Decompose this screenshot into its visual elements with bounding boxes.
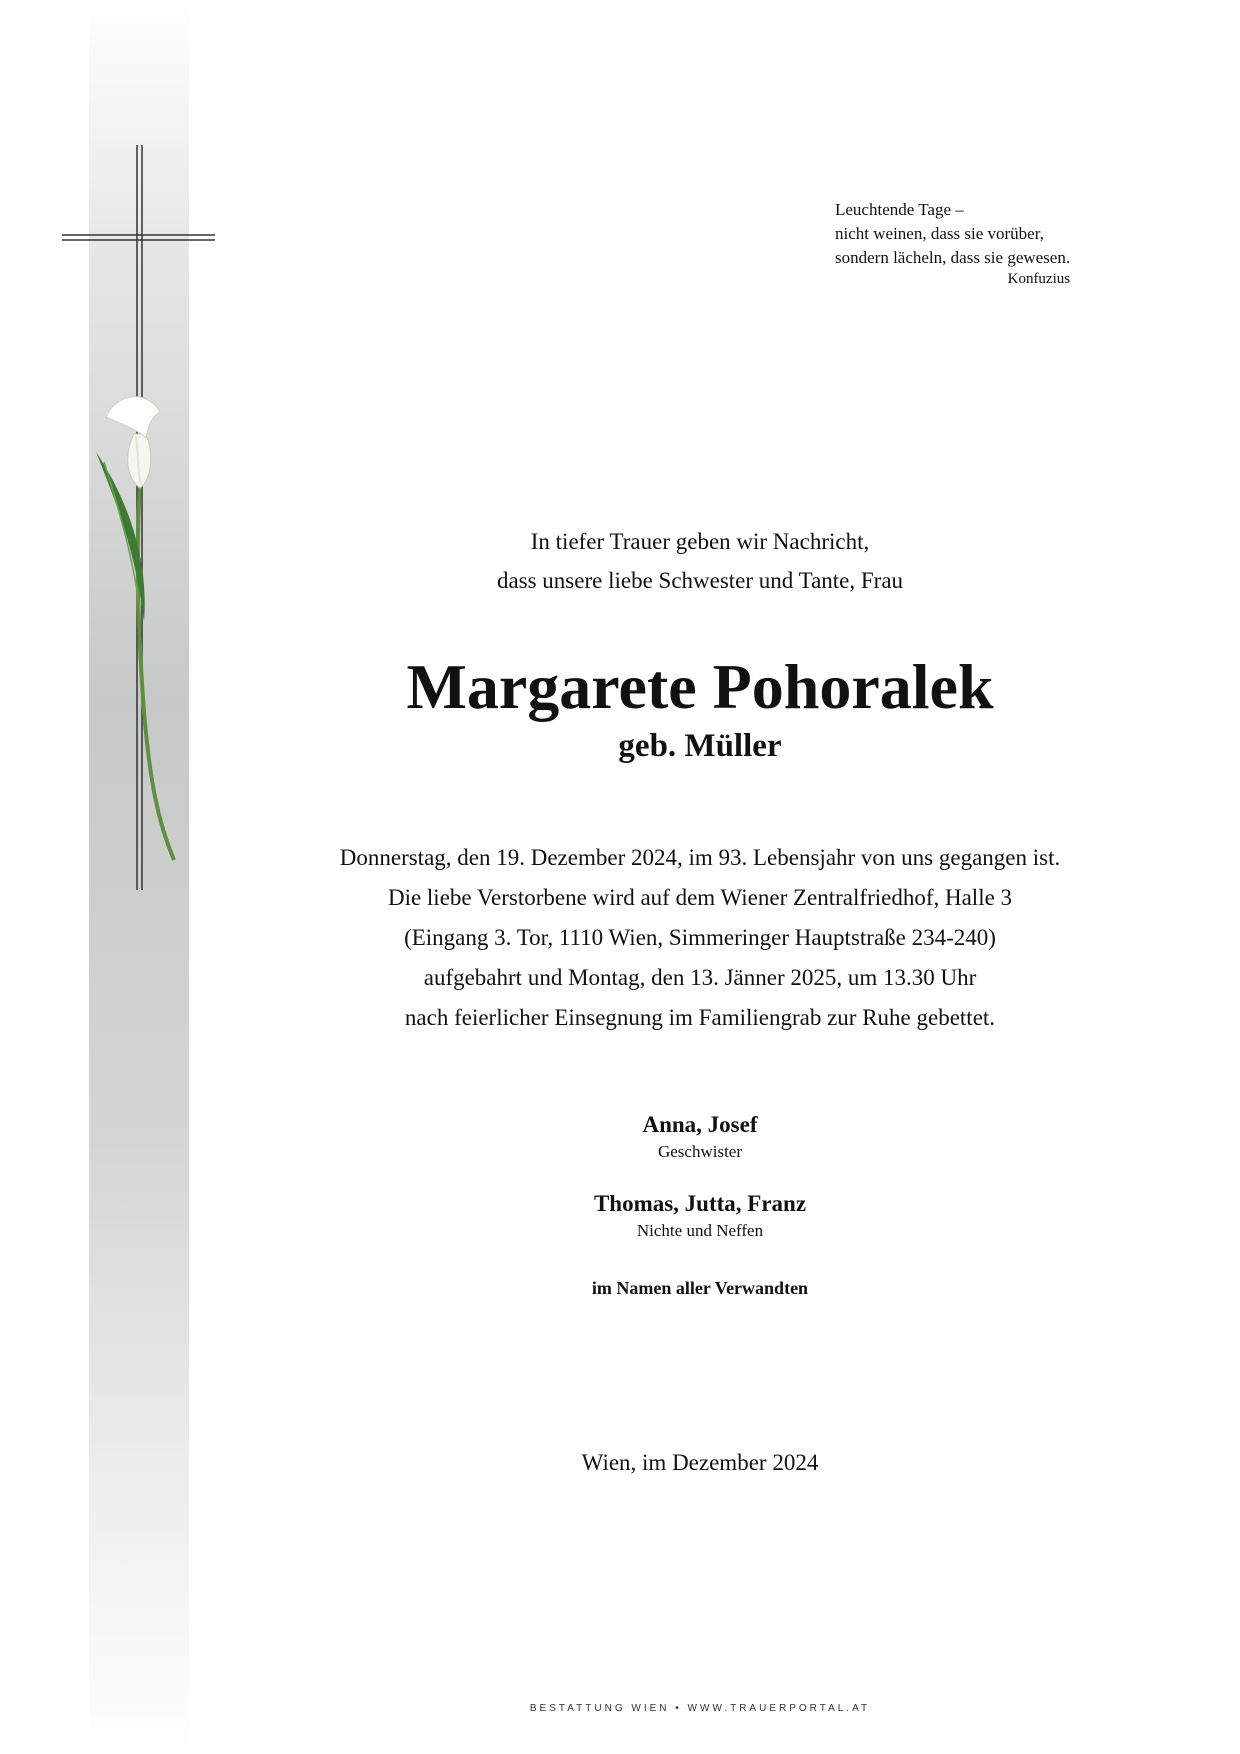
mourner-names: Anna, Josef [642,1112,758,1137]
mourner-names: Thomas, Jutta, Franz [593,1191,807,1216]
mourner-group [290,1189,1110,1243]
details-line: nach feierlicher Einsegnung im Familiengrab zur Ruhe gebettet. [404,1005,996,1030]
quote [835,198,1070,289]
mourner-group [290,1110,1110,1164]
details-line: aufgebahrt und Montag, den 13. Jänner 2025, um 13.30 Uhr [423,965,977,990]
mourner-relation: Geschwister [657,1142,743,1161]
footer-credit: BESTATTUNG WIEN • WWW.TRAUERPORTAL.AT [529,1703,871,1714]
quote-author: Konfuzius [1007,271,1071,287]
quote-line: nicht weinen, dass sie vorüber, [835,224,1044,243]
place-date: Wien, im Dezember 2024 [581,1450,819,1475]
intro-text [290,522,1110,600]
intro-line: dass unsere liebe Schwester und Tante, Frau [496,568,904,593]
maiden-name: geb. Müller [618,728,782,764]
intro-line: In tiefer Trauer geben wir Nachricht, [530,529,870,554]
details-line: (Eingang 3. Tor, 1110 Wien, Simmeringer Hauptstraße 234-240) [404,925,996,950]
family-note: im Namen aller Verwandten [591,1278,809,1298]
funeral-details [290,838,1110,1038]
mourner-relation: Nichte und Neffen [636,1221,764,1240]
details-line: Donnerstag, den 19. Dezember 2024, im 93. Lebensjahr von uns gegangen ist. [339,845,1061,870]
calla-lily-icon [96,392,186,862]
deceased-name: Margarete Pohoralek [406,651,994,722]
details-line: Die liebe Verstorbene wird auf dem Wiener Zentralfriedhof, Halle 3 [387,885,1013,910]
quote-line: Leuchtende Tage – [835,200,964,219]
quote-line: sondern lächeln, dass sie gewesen. [835,248,1071,267]
